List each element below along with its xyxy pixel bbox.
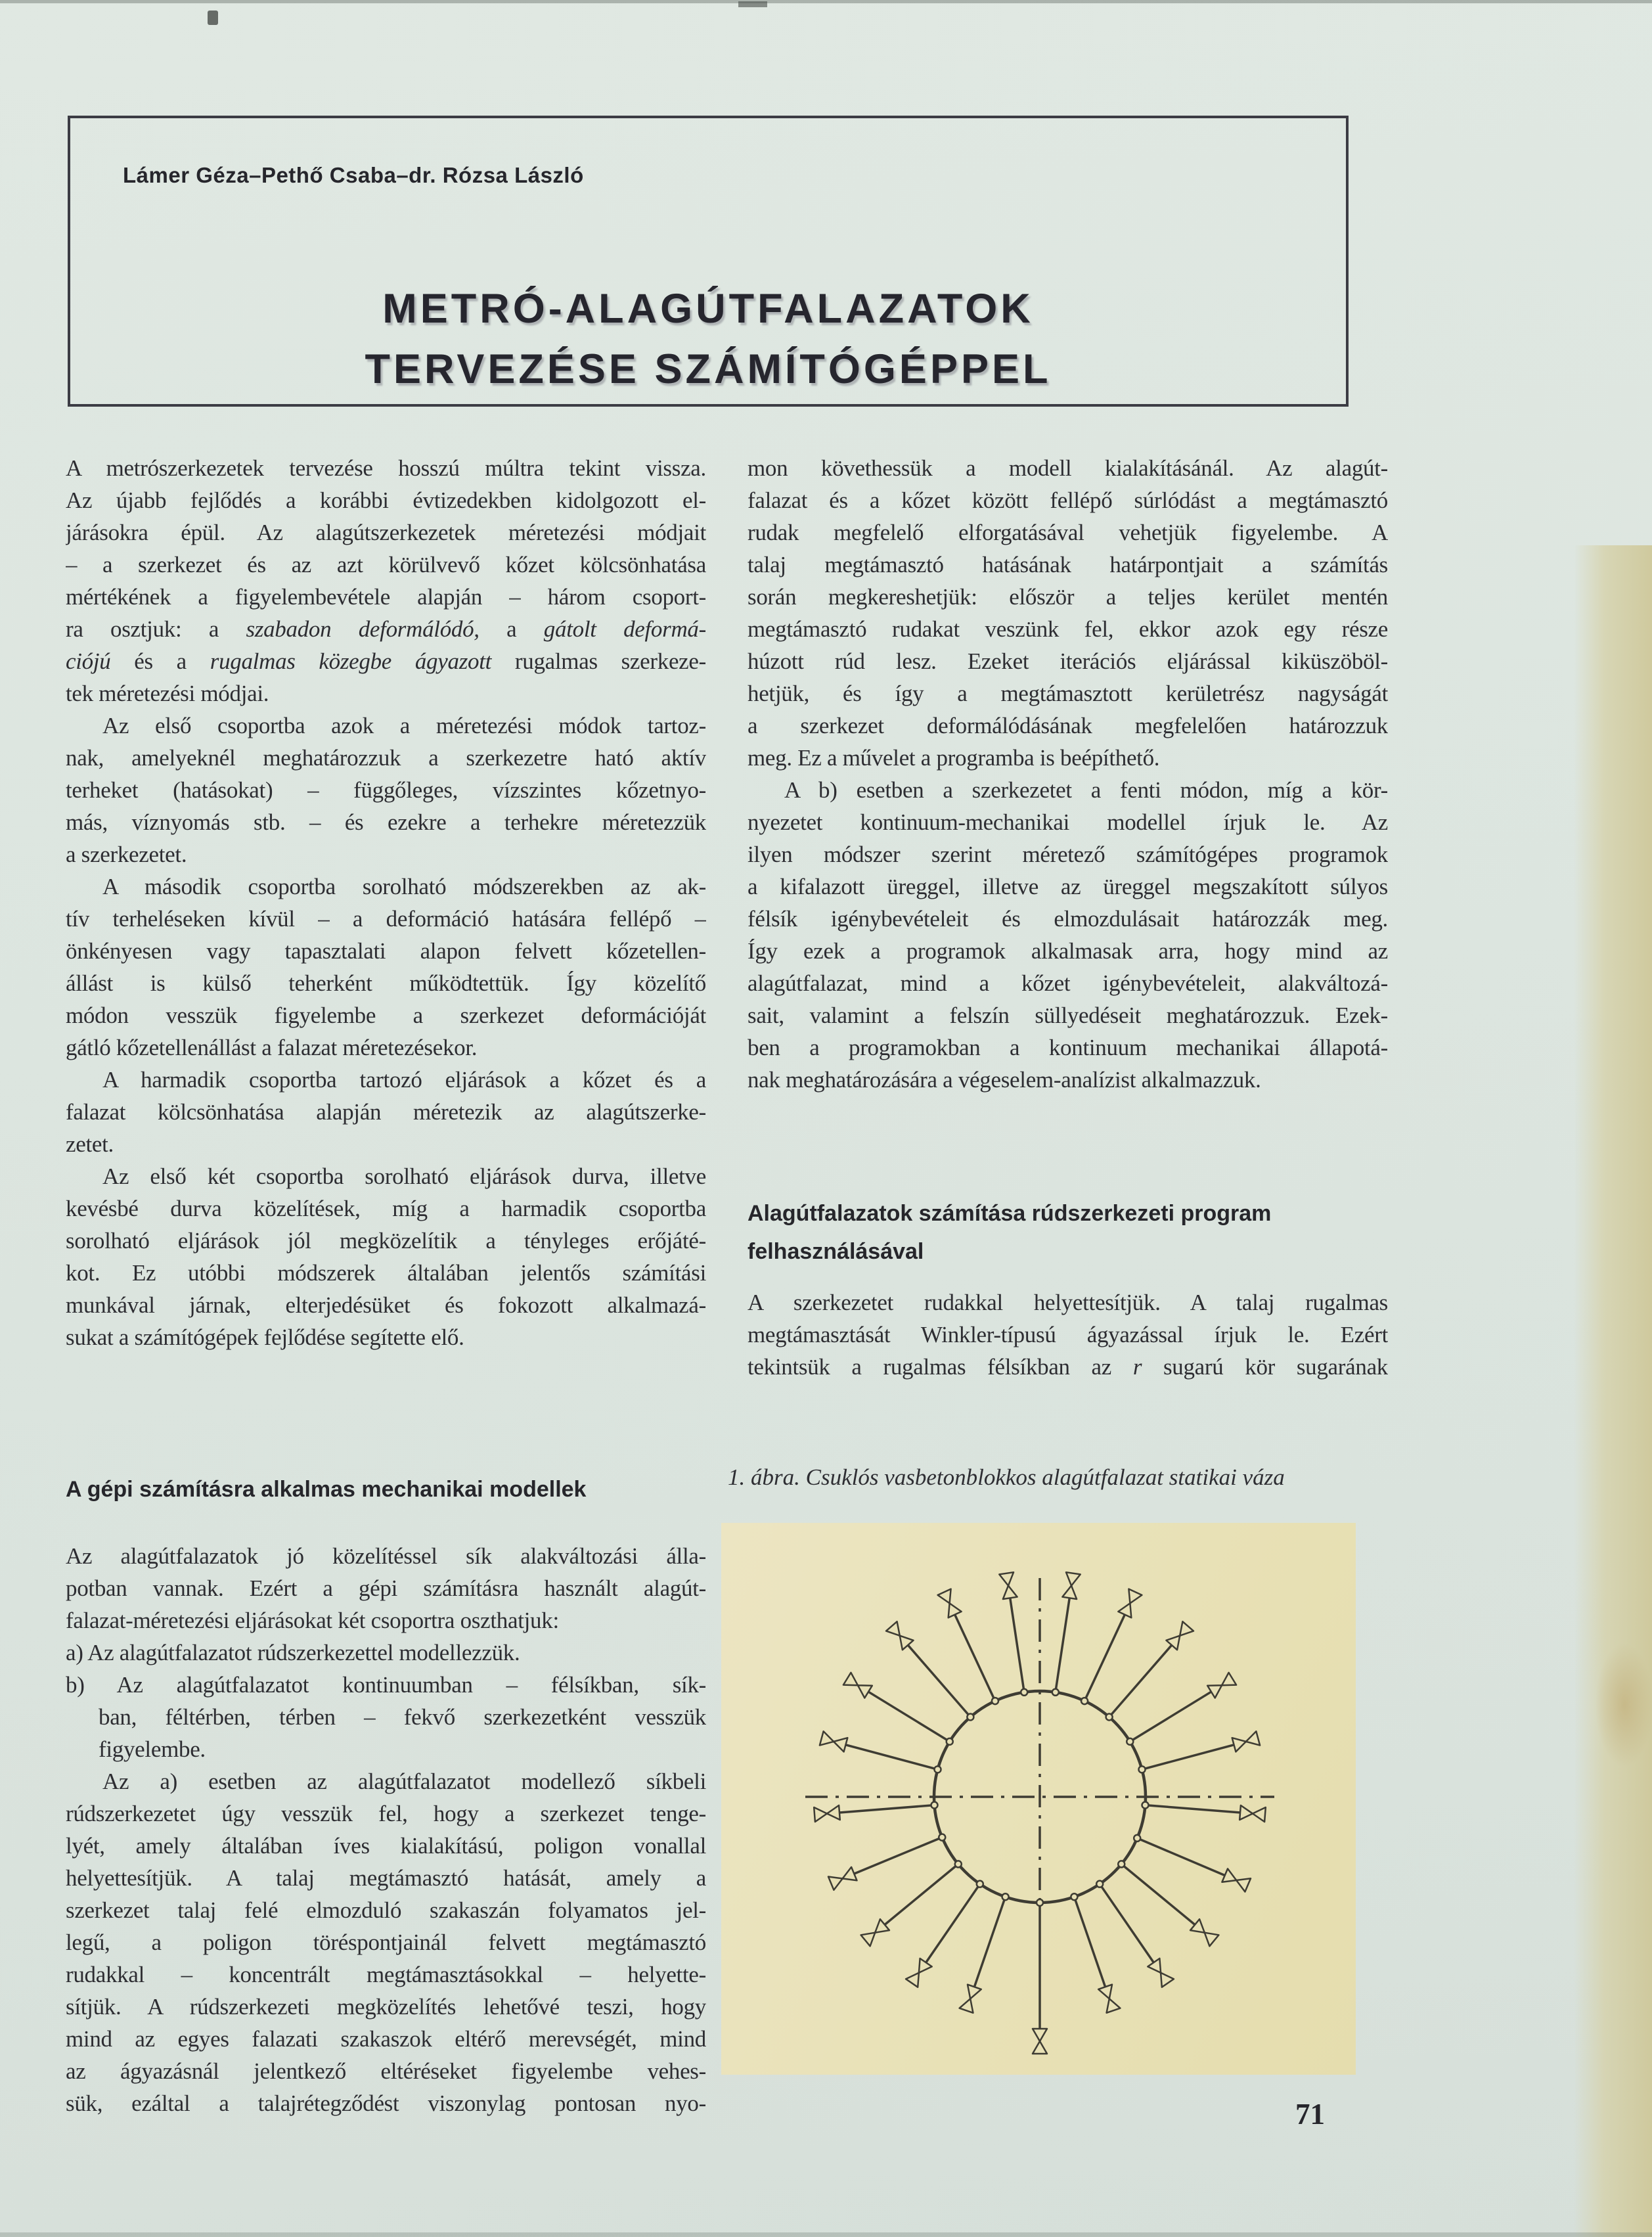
text-line: A harmadik csoportba tartozó eljárások a kőzet és a (102, 1067, 706, 1093)
text-line: kevésbé durva közelítések, míg a harmadik csoportba (66, 1196, 706, 1221)
paragraph (748, 452, 1388, 774)
text-line: nyezetet kontinuum-mechanikai modellel írjuk le. Az (748, 809, 1388, 835)
pinned-support-icon (820, 1731, 847, 1751)
text-line: módon vesszük figyelembe a szerkezet deformációját (66, 1003, 706, 1028)
text-line: megtámasztó rudakat veszünk fel, ekkor azok egy része (748, 616, 1388, 642)
text-line: sítjük. A rúdszerkezeti megközelítés lehetővé teszi, hogy (66, 1994, 706, 2020)
page-edge-strip (1574, 545, 1652, 2237)
list-item (66, 1637, 706, 1669)
text-line: legű, a poligon töréspontjainál felvett megtámasztó (66, 1930, 706, 1955)
scan-speck (738, 1, 767, 7)
paragraph (66, 710, 706, 870)
text-line: sorolható eljárások jól megközelítik a tényleges erőjáté- (66, 1228, 706, 1254)
hinge-node-icon (967, 1713, 973, 1720)
hinge-node-icon (1106, 1713, 1113, 1720)
text-line: szerkezet talaj felé elmozduló szakaszán folyamatos jel- (66, 1897, 706, 1923)
text-line: állást is külső teherként működtettük. Így közelítő (66, 970, 706, 996)
pinned-support-icon (999, 1572, 1017, 1599)
text-line: Az újabb fejlődés a korábbi évtizedekben kidolgozott el- (66, 487, 706, 513)
text-line: A második csoportba sorolható módszerekben az ak- (102, 874, 706, 899)
text-line: A szerkezetet rudakkal helyettesítjük. A talaj rugalmas (748, 1290, 1388, 1315)
pinned-support-icon (1033, 2029, 1047, 2054)
text-line: sük, ezáltal a talajrétegződést viszonylag pontosan nyo- (66, 2090, 706, 2116)
hinge-node-icon (1071, 1893, 1077, 1900)
paragraph (748, 774, 1388, 1096)
paragraph (66, 1160, 706, 1353)
pinned-support-icon (1207, 1673, 1236, 1698)
text-line: tek méretezési módjai. (66, 681, 269, 706)
text-line: mind az egyes falazati szakaszok eltérő merevségét, mind (66, 2026, 706, 2052)
pinned-support-icon (1239, 1805, 1266, 1822)
scan-speck (208, 11, 218, 25)
hinge-node-icon (1037, 1899, 1043, 1906)
paragraph (66, 1765, 706, 2119)
text-line: járásokra épül. Az alagútszerkezetek méretezési módjait (66, 520, 706, 545)
page-number: 71 (1295, 2098, 1325, 2131)
hinge-node-icon (939, 1834, 945, 1841)
hinge-node-icon (947, 1738, 953, 1745)
hinge-node-icon (992, 1698, 998, 1704)
heading-line: Alagútfalazatok számítása rúdszerkezeti program (748, 1201, 1272, 1226)
pinned-support-icon (1098, 1985, 1120, 2013)
text-line: húzott rúd lesz. Ezeket iterációs eljárással kiküszöböl- (748, 648, 1388, 674)
text-line: falazat kölcsönhatása alapján méretezik az alagútszerke- (66, 1099, 706, 1125)
text-line: tekintsük a rugalmas félsíkban az r sugarú kör sugarának (748, 1354, 1388, 1380)
article-title-line2: TERVEZÉSE SZÁMÍTÓGÉPPEL (365, 346, 1052, 392)
text-line: nak meghatározására a végeselem-analízist alkalmazzuk. (748, 1067, 1261, 1093)
text-line: félsík igénybevételeit és elmozdulásait határozzák meg. (748, 906, 1388, 932)
text-line: az ágyazásnál jelentkező eltéréseket figyelembe vehes- (66, 2058, 706, 2084)
pinned-support-icon (1222, 1868, 1251, 1891)
text-line: rudak megfelelő elforgatásával vehetjük figyelembe. A (748, 520, 1388, 545)
left-section-heading (66, 1470, 706, 1508)
text-line: helyettesítjük. A talaj megtámasztó hatását, amely a (66, 1865, 706, 1891)
text-line: A b) esetben a szerkezetet a fenti módon, míg a kör- (784, 777, 1388, 803)
hinge-node-icon (1127, 1738, 1133, 1745)
text-line: a szerkezetet. (66, 842, 187, 867)
text-line: mon követhessük a modell kialakításánál. Az alagút- (748, 455, 1388, 481)
text-line: Az első két csoportba sorolható eljárások durva, illetve (102, 1164, 706, 1189)
figure-caption: 1. ábra. Csuklós vasbetonblokkos alagútfalazat statikai váza (728, 1464, 1285, 1490)
text-line: falazat és a kőzet között fellépő súrlódást a megtámasztó (748, 487, 1388, 513)
text-line: terheket (hatásokat) – függőleges, vízszintes kőzetnyo- (66, 777, 706, 803)
text-line: hetjük, és így a megtámasztott kerületrész nagyságát (748, 681, 1388, 706)
text-line: rudakkal – koncentrált megtámasztásokkal – helyette- (66, 1962, 706, 1987)
authors-line: Lámer Géza–Pethő Csaba–dr. Rózsa László (123, 163, 584, 187)
text-line: a) Az alagútfalazatot rúdszerkezettel modellezzük. (66, 1640, 520, 1665)
hinge-node-icon (1118, 1861, 1125, 1867)
right-column-lower-text (748, 1286, 1388, 1383)
pinned-support-icon (828, 1867, 857, 1890)
paragraph (748, 1286, 1388, 1383)
heading-line: felhasználásával (748, 1239, 924, 1264)
text-line: lyét, amely általában íves kialakítású, poligon vonallal (66, 1833, 706, 1859)
tunnel-lining-statics-figure (721, 1523, 1356, 2075)
pinned-support-icon (1148, 1958, 1174, 1987)
paragraph (66, 452, 706, 710)
hinge-node-icon (977, 1881, 983, 1887)
text-line: más, víznyomás stb. – és ezekre a terhekre méretezzük (66, 809, 706, 835)
text-line: Az alagútfalazatok jó közelítéssel sík alakváltozási álla- (66, 1543, 706, 1569)
text-line: alagútfalazat, mind a kőzet igénybevételeit, alakváltozá- (748, 970, 1388, 996)
title-box (68, 116, 1349, 407)
text-line: a szerkezet deformálódásának megfelelően határozzuk (748, 713, 1388, 738)
hinge-node-icon (1096, 1881, 1103, 1887)
text-line: sukat a számítógépek fejlődése segítette elő. (66, 1324, 464, 1350)
text-line: meg. Ez a művelet a programba is beépíthető. (748, 745, 1160, 771)
figure-panel (721, 1523, 1356, 2075)
scan-edge-top (0, 0, 1652, 3)
article-title (70, 279, 1346, 399)
text-line: Az a) esetben az alagútfalazatot modellező síkbeli (102, 1769, 706, 1794)
pinned-support-icon (1118, 1589, 1142, 1618)
hinge-node-icon (1081, 1698, 1088, 1704)
paragraph (66, 1540, 706, 1637)
text-line: sait, valamint a felszín süllyedéseit meghatározzuk. Ezek- (748, 1003, 1388, 1028)
text-line: figyelembe. (99, 1736, 206, 1762)
scan-edge-bottom (0, 2232, 1652, 2237)
hinge-node-icon (1002, 1893, 1009, 1900)
pinned-support-icon (960, 1985, 981, 2013)
text-line: – a szerkezet és az azt körülvevő kőzet kölcsönhatása (66, 552, 706, 577)
text-line: kot. Ez utóbbi módszerek általában jelentős számítási (66, 1260, 706, 1286)
text-line: során megkereshetjük: először a teljes kerület mentén (748, 584, 1388, 610)
text-line: munkával járnak, elterjedésüket és fokozott alkalmazá- (66, 1292, 706, 1318)
hinge-node-icon (1021, 1689, 1027, 1696)
text-line: rúdszerkezetet úgy vesszük fel, hogy a szerkezet tenge- (66, 1801, 706, 1826)
text-line: megtámasztását Winkler-típusú ágyazással írjuk le. Ezért (748, 1322, 1388, 1347)
article-title-line1: METRÓ-ALAGÚTFALAZATOK (382, 286, 1034, 332)
text-line: zetet. (66, 1131, 114, 1157)
text-line: talaj megtámasztó hatásának határpontjait a számítás (748, 552, 1388, 577)
text-line: ilyen módszer szerint méretező számítógépes programok (748, 842, 1388, 867)
pinned-support-icon (814, 1805, 840, 1822)
text-line: b) Az alagútfalazatot kontinuumban – félsíkban, sík- (66, 1672, 706, 1698)
text-line: ban, féltérben, térben – fekvő szerkezetként vesszük (99, 1704, 706, 1730)
hinge-node-icon (955, 1861, 962, 1867)
text-line: mértékének a figyelembevétele alapján – három csoport- (66, 584, 706, 610)
pinned-support-icon (906, 1958, 932, 1987)
text-line: nak, amelyeknél meghatározzuk a szerkezetre ható aktív (66, 745, 706, 771)
text-line: gátló kőzetellenállást a falazat méretezésekor. (66, 1035, 478, 1060)
paragraph (66, 870, 706, 1064)
hinge-node-icon (1134, 1835, 1140, 1842)
text-line: Az első csoportba azok a méretezési módok tartoz- (102, 713, 706, 738)
text-line: ciójú és a rugalmas közegbe ágyazott rugalmas szerkeze- (66, 648, 706, 674)
left-column-upper-text (66, 452, 706, 1353)
text-line: Így ezek a programok alkalmasak arra, hogy mind az (748, 938, 1388, 964)
pinned-support-icon (843, 1673, 872, 1698)
pinned-support-icon (1062, 1572, 1080, 1599)
hinge-node-icon (931, 1802, 937, 1809)
left-column-lower-text (66, 1540, 706, 2119)
hinge-node-icon (1139, 1766, 1146, 1773)
pinned-support-icon (1232, 1731, 1260, 1751)
text-line: önkényesen vagy tapasztalati alapon felvett kőzetellen- (66, 938, 706, 964)
text-line: ra osztjuk: a szabadon deformálódó, a gátolt deformá- (66, 616, 706, 642)
hinge-node-icon (1142, 1802, 1149, 1809)
text-line: A metrószerkezetek tervezése hosszú múltra tekint vissza. (66, 455, 706, 481)
text-line: ben a programokban a kontinuum mechanikai állapotá- (748, 1035, 1388, 1060)
hinge-node-icon (934, 1766, 941, 1773)
hinge-node-icon (1052, 1689, 1059, 1696)
heading-line: A gépi számításra alkalmas mechanikai modellek (66, 1477, 587, 1502)
list-item (66, 1669, 706, 1765)
right-section-heading (748, 1194, 1388, 1271)
right-column-upper-text (748, 452, 1388, 1096)
pinned-support-icon (938, 1589, 962, 1618)
text-line: tív terheléseken kívül – a deformáció hatására fellépő – (66, 906, 706, 932)
text-line: a kifalazott üreggel, illetve az üreggel megszakított súlyos (748, 874, 1388, 899)
text-line: falazat-méretezési eljárásokat két csoportra oszthatjuk: (66, 1608, 559, 1633)
text-line: potban vannak. Ezért a gépi számításra használt alagút- (66, 1575, 706, 1601)
paragraph (66, 1064, 706, 1160)
page-edge-smudge (1595, 1642, 1652, 1767)
